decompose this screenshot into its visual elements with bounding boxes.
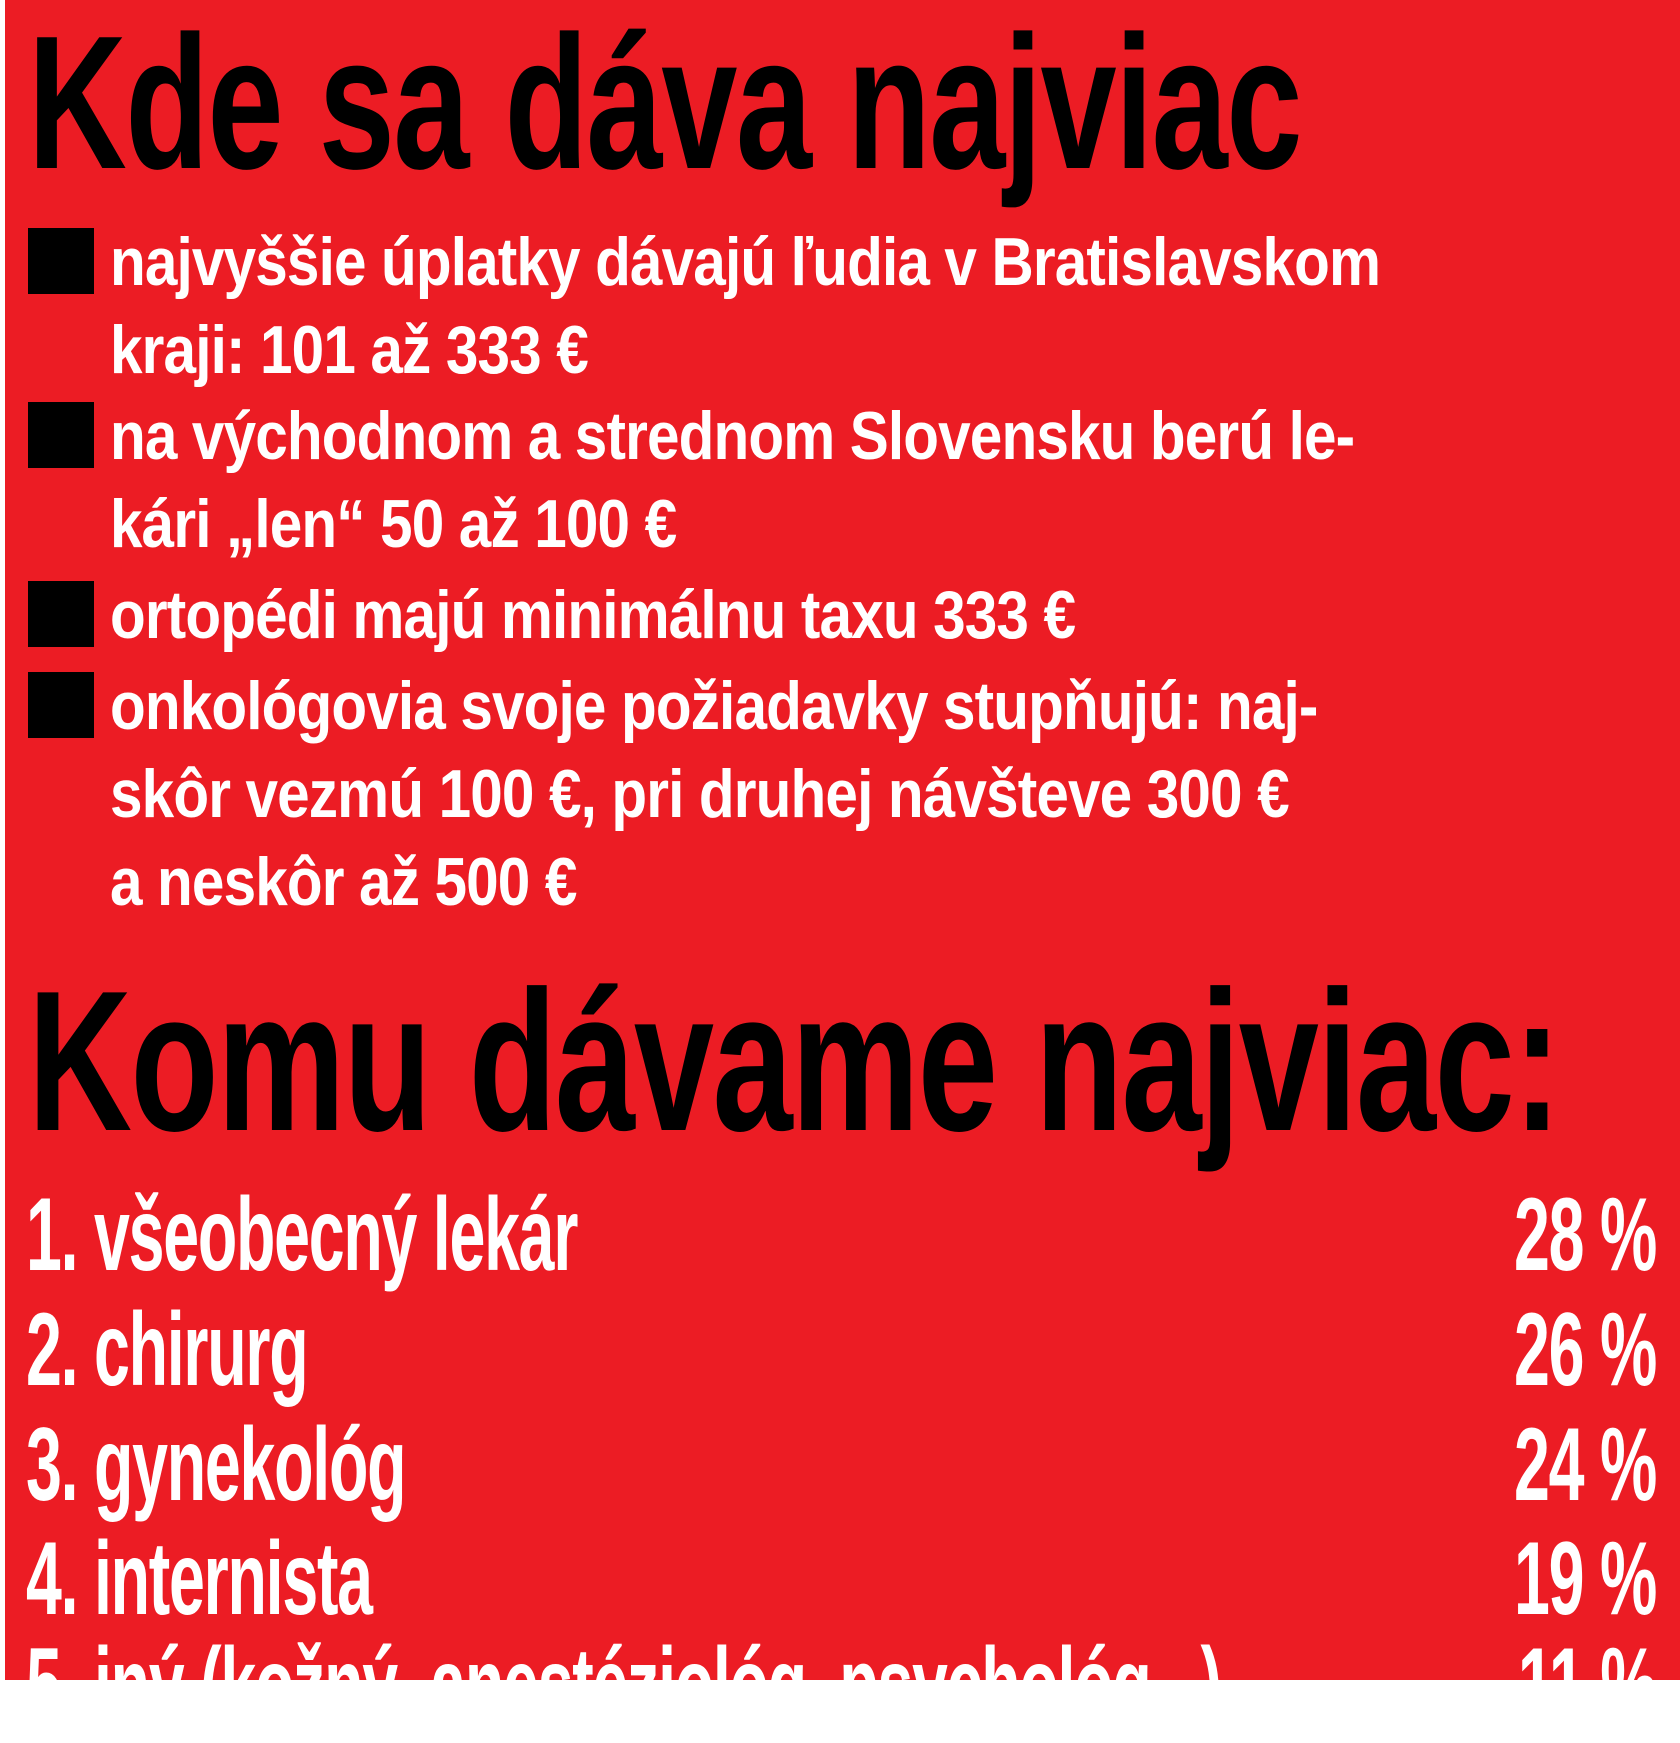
bullet-square-icon bbox=[28, 581, 94, 647]
bullet-text-line: najvyššie úplatky dávajú ľudia v Bratislavskom bbox=[110, 224, 1381, 300]
bullet-item bbox=[28, 222, 1668, 388]
ranking-row bbox=[26, 1177, 1656, 1293]
bullet-text-line: kári „len“ 50 až 100 € bbox=[110, 486, 677, 562]
bullet-square-icon bbox=[28, 228, 94, 294]
ranking-value: 19 % bbox=[1513, 1521, 1656, 1637]
ranking-label: 3. gynekológ bbox=[26, 1407, 406, 1523]
bullet-text-line: ortopédi majú minimálnu taxu 333 € bbox=[110, 577, 1076, 653]
section-2-title: Komu dávame najviac: bbox=[28, 950, 1560, 1173]
bullet-item bbox=[28, 396, 1668, 562]
ranking-value: 26 % bbox=[1513, 1292, 1656, 1408]
ranking-label: 5. iný (kožný, anestéziológ, psychológ...) bbox=[26, 1627, 1221, 1743]
bullet-text-line: onkológovia svoje požiadavky stupňujú: naj- bbox=[110, 668, 1318, 744]
bullet-square-icon bbox=[28, 672, 94, 738]
ranking-label: 2. chirurg bbox=[26, 1292, 308, 1408]
ranking-label: 4. internista bbox=[26, 1521, 372, 1637]
ranking-value: 28 % bbox=[1513, 1177, 1656, 1293]
ranking-row bbox=[26, 1627, 1656, 1743]
bullet-square-icon bbox=[28, 402, 94, 468]
ranking-value: 11 % bbox=[1517, 1627, 1656, 1743]
ranking-label: 1. všeobecný lekár bbox=[26, 1177, 578, 1293]
ranking-row bbox=[26, 1521, 1656, 1637]
bullet-text-line: kraji: 101 až 333 € bbox=[110, 312, 588, 388]
bullet-text-line: na východnom a strednom Slovensku berú le- bbox=[110, 398, 1355, 474]
bullet-text-line: a neskôr až 500 € bbox=[110, 844, 577, 920]
ranking-value: 24 % bbox=[1513, 1407, 1656, 1523]
bullet-item bbox=[28, 575, 1668, 665]
bullet-text-line: skôr vezmú 100 €, pri druhej návšteve 300 € bbox=[110, 756, 1289, 832]
bullet-item bbox=[28, 666, 1668, 920]
ranking-row bbox=[26, 1292, 1656, 1408]
left-edge-strip bbox=[0, 0, 5, 1680]
ranking-row bbox=[26, 1407, 1656, 1523]
section-1-title: Kde sa dáva najviac bbox=[28, 0, 1301, 209]
